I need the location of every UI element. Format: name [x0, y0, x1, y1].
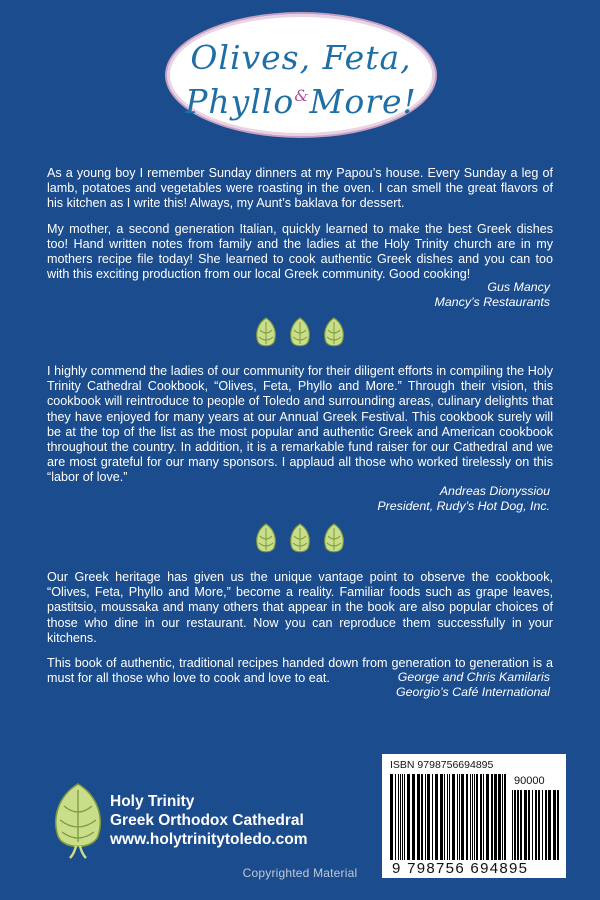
artichoke-icon — [252, 316, 280, 350]
barcode-bar — [407, 774, 410, 860]
title-ampersand: & — [294, 86, 310, 105]
barcode-bar — [435, 774, 438, 860]
barcode-bar — [491, 774, 493, 860]
testimonial-3-paragraph-2: This book of authentic, traditional recipes handed down from generation to generation is a must for all those who love to cook and love to eat. — [47, 656, 553, 686]
barcode-bar — [545, 790, 547, 860]
barcode-bar — [427, 774, 430, 860]
testimonial-1-paragraph-1: As a young boy I remember Sunday dinners at my Papou’s house. Every Sunday a leg of lamb, potatoes and vegetables were roasting in the oven. I can smell the great flavors of his kitchen as I write this! Always, my Aunt’s baklava for dessert. — [47, 166, 553, 211]
barcode-bar — [512, 790, 513, 860]
barcode-bar — [483, 774, 484, 860]
barcode-bar — [548, 790, 551, 860]
barcode-addon-bars — [512, 790, 560, 860]
barcode-bar — [553, 790, 556, 860]
isbn-barcode — [382, 754, 566, 878]
artichoke-divider-2 — [252, 522, 348, 556]
barcode-bar — [457, 774, 458, 860]
barcode-bar — [557, 790, 559, 860]
barcode-bar — [524, 790, 527, 860]
church-website[interactable]: www.holytrinitytoledo.com — [110, 831, 308, 848]
signature-name: Gus Mancy — [487, 280, 550, 294]
artichoke-icon — [320, 522, 348, 556]
barcode-bar — [470, 774, 471, 860]
signature-title: President, Rudy’s Hot Dog, Inc. — [377, 499, 550, 513]
title-oval — [165, 12, 437, 138]
barcode-bar — [461, 774, 464, 860]
church-info — [110, 792, 308, 849]
signature-title: Georgio’s Café International — [395, 685, 550, 699]
watermark-bottom: Copyrighted Material — [242, 866, 358, 880]
barcode-bar — [520, 790, 522, 860]
barcode-bar — [449, 774, 450, 860]
barcode-bar — [504, 774, 506, 860]
barcode-bar — [472, 774, 473, 860]
testimonial-2-paragraph-1: I highly commend the ladies of our community for their diligent efforts in compiling the Holy Trinity Cathedral Cookbook, “Olives, Feta, Phyllo and More.” Through their vision, this cookbook will reintroduce to people of Toledo and surrounding areas, culinary delights that they have enjoyed for many years at our Annual Greek Festival. This cookbook surely will be at the top of the list as the most popular and authentic Greek and American cookbook throughout the country. In addition, it is a remarkable fund raiser for our Cathedral and we are most grateful for our many sponsors. I applaud all those who worked tirelessly on this “labor of love.” — [47, 364, 553, 485]
signature-title: Mancy’s Restaurants — [434, 295, 550, 309]
barcode-bar — [421, 774, 423, 860]
barcode-bar — [390, 774, 393, 860]
testimonial-1 — [47, 166, 553, 292]
church-name: Holy Trinity — [110, 793, 195, 810]
title-phyllo: Phyllo — [185, 82, 295, 121]
testimonial-3-signature — [396, 670, 550, 700]
barcode-bar — [474, 774, 475, 860]
isbn-label: ISBN 9798756694895 — [390, 759, 494, 771]
title-line-1: Olives, Feta, — [190, 38, 412, 77]
price-code: 90000 — [514, 775, 545, 787]
barcode-bar — [535, 790, 537, 860]
barcode-bar — [494, 774, 497, 860]
barcode-bar — [517, 790, 519, 860]
barcode-bar — [502, 774, 503, 860]
isbn-digits: 9 798756 694895 — [392, 860, 529, 877]
barcode-bar — [538, 790, 540, 860]
signature-name: Andreas Dionyssiou — [439, 484, 550, 498]
barcode-bar — [432, 774, 433, 860]
artichoke-icon — [252, 522, 280, 556]
testimonial-2-signature — [377, 484, 550, 514]
testimonial-3-paragraph-1: Our Greek heritage has given us the unique vantage point to observe the cookbook, “Olives, Feta, Phyllo and More,” become a reality. Familiar foods such as grape leaves, pastitsio, moussaka and many others that appear in the book are also popular choices of those who dine in our restaurant. Now you can reproduce them successfully in your kitchens. — [47, 570, 553, 645]
barcode-bar — [452, 774, 455, 860]
barcode-bar — [542, 790, 543, 860]
barcode-bar — [400, 774, 401, 860]
testimonial-2 — [47, 364, 553, 496]
barcode-bar — [412, 774, 415, 860]
artichoke-logo-icon — [50, 780, 106, 860]
barcode-bars — [390, 774, 508, 860]
signature-name: George and Chris Kamilaris — [397, 670, 550, 684]
barcode-bar — [398, 774, 399, 860]
barcode-bar — [444, 774, 445, 860]
barcode-bar — [532, 790, 533, 860]
barcode-bar — [486, 774, 489, 860]
barcode-bar — [404, 774, 405, 860]
barcode-bar — [395, 774, 396, 860]
barcode-bar — [440, 774, 443, 860]
barcode-bar — [498, 774, 501, 860]
barcode-bar — [480, 774, 482, 860]
barcode-bar — [466, 774, 468, 860]
barcode-bar — [459, 774, 460, 860]
title-more: More! — [309, 82, 417, 121]
testimonial-1-signature — [435, 280, 550, 310]
barcode-bar — [528, 790, 530, 860]
barcode-bar — [425, 774, 426, 860]
artichoke-icon — [286, 522, 314, 556]
barcode-bar — [417, 774, 420, 860]
barcode-bar — [514, 790, 516, 860]
barcode-bar — [476, 774, 478, 860]
church-subtitle: Greek Orthodox Cathedral — [110, 812, 304, 829]
title-line-2 — [167, 82, 435, 121]
artichoke-divider-1 — [252, 316, 348, 350]
barcode-bar — [447, 774, 448, 860]
testimonial-1-paragraph-2: My mother, a second generation Italian, quickly learned to make the best Greek dishes too! Hand written notes from family and the ladies at the Holy Trinity church are in my mothers recipe file today! She learned to cook authentic Greek dishes and you can too with this exciting production from our local Greek community. Good cooking! — [47, 221, 553, 282]
barcode-bar — [402, 774, 403, 860]
artichoke-icon — [320, 316, 348, 350]
artichoke-icon — [286, 316, 314, 350]
